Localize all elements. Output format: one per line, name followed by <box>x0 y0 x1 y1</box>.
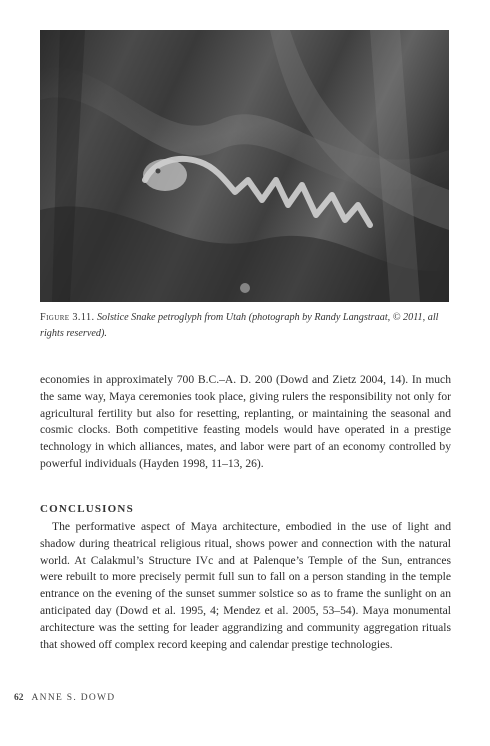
figure-caption-text: Solstice Snake petroglyph from Utah (photograph by Randy Langstraat, © 2011, all rights reserved). <box>40 312 439 339</box>
petroglyph-photo <box>40 30 449 302</box>
photo-illustration <box>40 30 449 302</box>
section-heading: CONCLUSIONS <box>40 503 134 515</box>
body-paragraph-2: The performative aspect of Maya architecture, embodied in the use of light and shadow during theatrical religious ritual, shows power and connection with the natural world. At Calakmul’s Structure IVc and at Palenque’s Temple of the Sun, entrances were rebuilt to more precisely permit full sun to fall on a person standing in the temple entrance on the evening of the sunset summer solstice so as to frame the sunlight on an anticipated day (Dowd et al. 1995, 4; Mendez et al. 2005, 53–54). Maya monumental architecture was the setting for leader aggrandizing and community aggregation rituals that showed off complex record keeping and calendar prestige technologies. <box>40 520 451 651</box>
figure-label: Figure 3.11. <box>40 312 95 323</box>
running-author: ANNE S. DOWD <box>31 693 116 703</box>
page-number: 62 <box>14 693 24 703</box>
figure-caption <box>40 310 450 342</box>
body-paragraph-1: economies in approximately 700 B.C.–A. D. 200 (Dowd and Zietz 2004, 14). In much the same way, Maya ceremonies took place, giving rulers the responsibility not only for agricultural fertility but also for resetting, replanting, or maintaining the seasonal and cosmic clocks. Both competitive feasting models would have operated in a prestige technology in which alliances, mates, and labor were part of an economy controlled by powerful individuals (Hayden 1998, 11–13, 26). <box>40 373 451 470</box>
page-footer <box>14 693 115 703</box>
